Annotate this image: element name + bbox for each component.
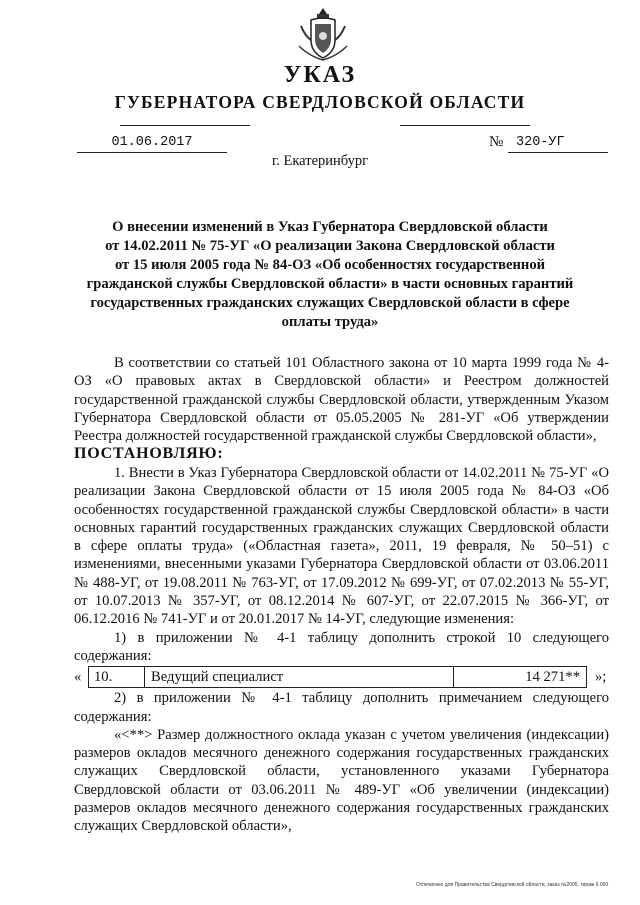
heading-line: государственных гражданских служащих Свердловской области в сфере — [90, 295, 570, 311]
subitem-2-paragraph: 2) в приложении № 4-1 таблицу дополнить примечанием следующего содержания: — [74, 690, 609, 725]
subitem-1-paragraph: 1) в приложении № 4-1 таблицу дополнить строкой 10 следующего содержания: — [74, 629, 609, 664]
table-cell-salary: 14 271** — [525, 669, 580, 686]
inserted-table-row — [74, 666, 609, 688]
item-1-paragraph: 1. Внести в Указ Губернатора Свердловской области от 14.02.2011 № 75-УГ «О реализации Закона Свердловской области от 15 июля 2005 года № 84-ОЗ «Об особенностях государственной гражданской службы Свердловской области» в части основных гарантий государственных гражданских служащих Свердловской области в сфере оплаты труда» («Областная газета», 2011, 19 февраля, № 50–51) с изменениями, внесенными указами Губернатора Свердловской области от 03.06.2011 № 488-УГ, от 19.08.2011 № 763-УГ, от 17.09.2012 № 699-УГ, от 07.02.2013 № 55-УГ, от 10.07.2013 № 357-УГ, от 08.12.2014 № 607-УГ, от 22.07.2015 № 366-УГ, от 06.12.2016 № 741-УГ и от 20.01.2017 № 14-УГ, следующие изменения: — [74, 464, 609, 628]
header-rule-right — [400, 125, 530, 126]
table-row — [88, 666, 587, 688]
heading-line: гражданской службы Свердловской области» в части основных гарантий — [86, 276, 574, 292]
print-footer: Отпечатано для Правительства Свердловской области, заказ №2005, тираж 6 000 — [416, 882, 609, 888]
decree-body — [74, 354, 609, 836]
quote-open: « — [74, 669, 82, 686]
heading-line: от 15 июля 2005 года № 84-ОЗ «Об особенностях государственной — [114, 257, 546, 273]
issuer-title: ГУБЕРНАТОРА СВЕРДЛОВСКОЙ ОБЛАСТИ — [114, 92, 526, 112]
coat-of-arms-emblem — [297, 6, 349, 62]
intro-paragraph: В соответствии со статьей 101 Областного закона от 10 марта 1999 года № 4-ОЗ «О правовых актах в Свердловской области» и Реестром должностей государственной гражданской службы Свердловской области, утвержденным Указом Губернатора Свердловской области от 05.05.2005 № 281-УГ «Об утверждении Реестра должностей государственной гражданской службы Свердловской области», — [74, 355, 609, 445]
note-paragraph: «<**> Размер должностного оклада указан с учетом увеличения (индексации) размеров окладов месячного денежного содержания государственных гражданских служащих Свердловской области, установленного указами Губернатора Свердловской области от 03.06.2011 № 489-УГ «Об увеличении (индексации) размеров окладов месячного денежного содержания государственных гражданских служащих Свердловской области», — [74, 726, 609, 835]
number-sign: № — [489, 134, 504, 150]
heading-line: от 14.02.2011 № 75-УГ «О реализации Закона Свердловской области — [105, 238, 555, 254]
decree-heading — [70, 218, 590, 332]
decree-number: 320-УГ — [516, 135, 565, 150]
header-rule-left — [120, 125, 250, 126]
decree-date: 01.06.2017 — [111, 135, 193, 150]
heading-line: О внесении изменений в Указ Губернатора Свердловской области — [112, 219, 548, 235]
table-cell-number: 10. — [89, 667, 145, 687]
city-name: г. Екатеринбург — [271, 153, 369, 169]
heading-line: оплаты труда» — [281, 314, 379, 330]
table-cell-position: Ведущий специалист — [145, 667, 454, 687]
document-type: УКАЗ — [283, 62, 357, 88]
quote-close: »; — [595, 669, 607, 686]
decree-word: ПОСТАНОВЛЯЮ: — [74, 445, 224, 463]
